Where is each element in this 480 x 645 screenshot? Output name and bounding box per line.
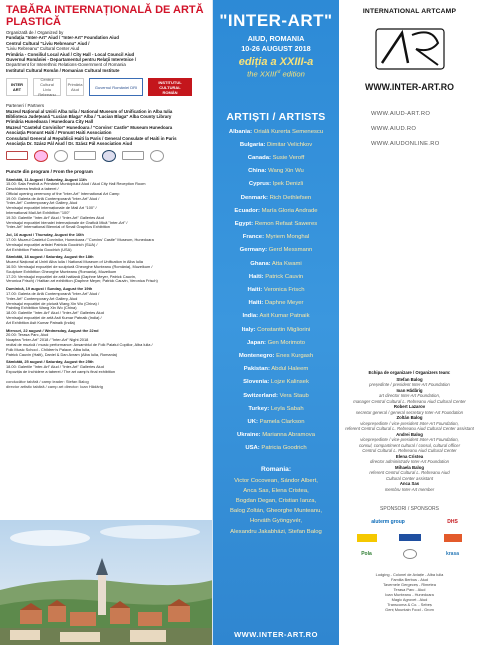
partner-line: Consulatul General al Republicii Haiti la Paris / General Consulate of Haiti in Paris xyxy=(6,135,177,141)
city-hall-logo: Primăria Aiud xyxy=(66,78,84,96)
artist-row xyxy=(213,152,339,165)
partner-logo xyxy=(54,150,68,162)
artist-row xyxy=(213,192,339,205)
camp-title-en: INTERNATIONAL ARTCAMP xyxy=(362,8,457,15)
artist-row xyxy=(213,165,339,178)
artist-name: Veronica Frisch xyxy=(263,286,305,293)
partner-logo xyxy=(6,151,28,160)
program-line: 17.00: Galeria de Artă Contemporană "Inter-Art" Aiud / xyxy=(6,291,100,297)
artist-country: Egypt: xyxy=(234,220,254,227)
government-dri-logo: Guvernul României DRI xyxy=(89,78,143,96)
event-location: AIUD, ROMANIA xyxy=(247,34,305,43)
artist-name: Asit Kumar Patnaik xyxy=(259,313,310,320)
artist-country: Ukraine: xyxy=(237,432,261,439)
artist-country: Japan: xyxy=(247,339,267,346)
artist-name: Vera Staub xyxy=(279,392,309,399)
program-line: 20.00: Terasa Parc, Aiud xyxy=(6,332,49,338)
program-day: Sâmbătă, 25 august / Saturday, August the 25th xyxy=(6,359,94,365)
artist-country: Germany: xyxy=(239,247,268,254)
sponsor-pola-logo: Pola xyxy=(361,551,372,557)
program-line: recital de muzică / music performance: Ansamblul de Folk Palatul Copiilor, Alba Iulia / xyxy=(6,342,153,347)
romania-line: Bogdan Degan, Cristian Ianza, xyxy=(235,498,317,505)
program-line: "Inter-Art" International Biennial of Small Graphics Exhibition xyxy=(6,224,110,230)
url-list xyxy=(339,107,480,152)
program-day: Sâmbătă, 11 August / Saturday, August 11th xyxy=(6,176,87,182)
artist-country: USA: xyxy=(245,445,260,452)
romania-line: Alexandru Jakabházi, Stefan Balog xyxy=(230,528,322,535)
artist-country: Haiti: xyxy=(248,300,264,307)
program-line: Official opening ceremony of the "Inter-Art" International Art Camp xyxy=(6,190,120,196)
program-line: Patrick Cauvin (Haiti), Daniel & Dan Avram (Alba Iulia, Romania) xyxy=(6,351,118,357)
artist-name: Enes Kurgash xyxy=(276,352,314,359)
organizer-line: Guvernul României - Departamentul pentru Relații Interetnice / xyxy=(6,57,137,63)
artist-name: Dimitar Velichkov xyxy=(266,141,313,148)
cultural-center-logo: Centrul Cultural Liviu Rebreanu xyxy=(33,78,61,96)
artist-country: China: xyxy=(248,168,267,175)
team-member-role: director administrativ Inter-Art Foundation xyxy=(370,459,449,464)
artist-name: Remon Refaat Saweres xyxy=(254,220,318,227)
artist-name: Patricia Goodrich xyxy=(261,445,307,452)
lodging-line: Transcoma & Co. - Sebeș xyxy=(387,602,432,607)
team-member-name: Mihaela Balog xyxy=(395,464,424,470)
program-day: Duminică, 19 august / Sunday, August the 19th xyxy=(6,286,93,292)
artist-country: UK: xyxy=(247,419,258,425)
team-member-name: Anca Sas xyxy=(399,481,420,486)
organizers-list xyxy=(0,35,213,73)
artist-name: Patrick Cauvin xyxy=(265,273,304,280)
edition-en-post: edition xyxy=(280,69,305,79)
lodging-line: Terasa Parc - Aiud xyxy=(393,587,426,592)
artist-name: María Gloria Andrade xyxy=(261,207,318,214)
program-line: 19.00: Galeria de Artă Contemporană "Inter-Art" Aiud / xyxy=(6,195,100,201)
artist-row xyxy=(213,244,339,257)
program-day: Joi, 16 august / Thursday, August the 16th xyxy=(6,232,84,238)
team-member-name: Andrei Balog xyxy=(396,431,423,437)
program-head: Puncte din program / From the program xyxy=(6,168,93,174)
organizer-line: Centrul Cultural "Liviu Rebreanu" Aiud / xyxy=(6,40,90,46)
sponsor-logo xyxy=(390,532,429,544)
team-member-role: președinte / president Inter-Art Foundation xyxy=(369,382,450,387)
sponsor-logo xyxy=(433,532,472,544)
artist-row xyxy=(213,205,339,218)
artist-row xyxy=(213,324,339,337)
program-line: Vernisajul expoziției de pictură Wang Xin Wo (China) / xyxy=(6,300,99,306)
artist-name: Orială Kurerta Semenescu xyxy=(253,128,324,135)
artist-country: Haiti: xyxy=(247,286,263,293)
sponsors-head: SPONSORI / SPONSORS xyxy=(380,506,439,512)
artist-country: Turkey: xyxy=(248,405,270,412)
program-line: International Mail Art Exhibition "100" xyxy=(6,210,70,216)
program-line: Art Exhibition Patricia Goodrich (USA) xyxy=(6,246,72,252)
program-line: 19.30: Galeriile "Inter-Art" Aiud / "Inter-Art" Galleries Aiud xyxy=(6,214,104,220)
team-list xyxy=(345,377,474,493)
artist-row xyxy=(213,337,339,350)
program-line: 16.50: Vernisajul expoziției de sculptură Gheorghe Munteanu (România), Muzeikum / xyxy=(6,264,153,270)
program-line: Vernisajul expoziției internaționale de Mail Art "100" / xyxy=(6,205,97,211)
edition-en xyxy=(213,69,339,79)
team-member-name: Elena Cristea xyxy=(395,453,424,459)
organizer-line: Primăria - Consiliul Local Aiud / City Hall - Local Council Aiud xyxy=(6,51,135,57)
team-member-role: Centrul Cultural L. Rebreanu Aiud Cultural Center xyxy=(362,448,457,453)
team-member-role: membru Inter-Art member xyxy=(384,486,435,492)
program-list xyxy=(0,178,213,375)
artist-name: Rich Dethlefsen xyxy=(269,194,312,201)
artist-name: Ipek Denizli xyxy=(272,181,304,188)
romania-line: Victor Cocovean, Sándor Albert, xyxy=(234,477,318,484)
camp-title-ro: TABĂRA INTERNAȚIONALĂ DE ARTĂ PLASTICĂ xyxy=(6,4,204,28)
partner-line: Asociația Pronunt Haiti / Pronunt Haiti Association xyxy=(6,130,112,136)
romania-line: Horváth Gyöngyvér, xyxy=(249,518,303,525)
footer-url[interactable]: WWW.INTER-ART.RO xyxy=(234,630,318,639)
edition-en-pre: the XXIII xyxy=(247,69,277,79)
sponsor-logo xyxy=(347,532,386,544)
program-line: Art Exhibition Asit Kumar Patnaik (India) xyxy=(6,319,75,325)
artist-country: Albania: xyxy=(228,128,253,135)
team-member-name: Robert Lazarov xyxy=(393,404,426,409)
artist-row xyxy=(213,416,339,429)
artist-row xyxy=(213,376,339,389)
icr-logo: INSTITUTUL CULTURAL ROMÂN xyxy=(148,78,192,96)
lodging-line: Familia Berbus - Aiud xyxy=(391,577,428,582)
partner-logos xyxy=(0,147,213,165)
program-line: 17.20: Vernisajul expoziției de artă haitiană (Daphne Meyer, Patrick Cauvin, xyxy=(6,273,136,279)
organizers-head: Organizată de / Organized by xyxy=(6,30,64,35)
program-line: 18.00: Galeriile "Inter-Art" Aiud / "Inter-Art" Galleries Aiud xyxy=(6,310,104,316)
aiud-city-photo xyxy=(0,520,213,645)
team-member-role: referent Centrul Cultural L. Rebreanu Aiud Cultural Center assistant xyxy=(345,426,474,431)
program-day: Sâmbătă, 18 august / Saturday, August the 18th xyxy=(6,254,94,260)
team-member-name: Stefan Balog xyxy=(396,376,423,382)
artist-row xyxy=(213,403,339,416)
program-line: Muzeul Național al Unirii Alba Iulia / National Museum of Unification in Alba Iulia xyxy=(6,259,143,265)
artist-country: Canada: xyxy=(247,154,271,161)
artist-name: Susie Veroff xyxy=(272,154,305,161)
left-column xyxy=(0,0,213,645)
organizer-line: Fundația "Inter-Art" Aiud / "Inter-Art" Foundation Aiud xyxy=(6,35,119,41)
artist-name: Wang Xin Wu xyxy=(268,168,304,175)
main-url-link[interactable]: WWW.INTER-ART.RO xyxy=(365,82,454,92)
team-member-role: referent Centrul Cultural L. Rebreanu Aiud xyxy=(369,470,450,475)
partner-line: Primăria Hunedoara / Hunedoara City Hall xyxy=(6,119,94,125)
url-link[interactable]: WWW.AIUD.RO xyxy=(371,126,417,132)
program-line: 17.00: Muzeul Castelul Corvinilor, Hunedoara / "Corvins' Castle" Museum, Hunedoara xyxy=(6,237,154,243)
program-line: Noaptea "Inter-Art" 2018 / "Inter-Art" Night 2018 xyxy=(6,337,89,343)
artist-country: Cyprus: xyxy=(248,181,272,188)
artists-head: ARTIȘTI / ARTISTS xyxy=(226,110,326,123)
artist-row xyxy=(213,390,339,403)
artist-country: Denmark: xyxy=(240,194,268,201)
artist-name: Gen Morimoto xyxy=(267,339,305,346)
team-member-role: vicepreședinte / vice-president Inter-Art Foundation, xyxy=(360,420,459,426)
sponsor-logos xyxy=(339,512,480,564)
lodging-line: Tavernele Gergeceș - Rimetea xyxy=(383,582,436,587)
sponsor-krasa-logo: krasa xyxy=(445,551,460,557)
team-member-name: Ioan Hădârig xyxy=(396,387,423,393)
artist-row xyxy=(213,178,339,191)
artist-row xyxy=(213,429,339,442)
partner-logo xyxy=(150,150,164,162)
url-link[interactable]: WWW.AIUD-ART.RO xyxy=(371,111,431,117)
romania-line: Balog Zoltán, Gheorghe Munteanu, xyxy=(229,508,323,515)
program-line: Vernisajul expoziției artistei Patricia Goodrich (SUA) / xyxy=(6,241,98,247)
artist-country: Pakistan: xyxy=(243,366,270,373)
lodging-line: Magic Agrovet - Aiud xyxy=(391,597,428,602)
team-member-role: Cultural Center assistant xyxy=(385,475,434,481)
edition-en-sup: rd xyxy=(276,69,281,74)
sponsor-logo xyxy=(390,548,429,560)
artist-name: Daphne Meyer xyxy=(264,300,304,307)
program-line: 15.00: Sala Festivă a Primăriei Municipiului Aiud / Aiud City Hall Reception Room xyxy=(6,181,146,187)
partner-line: Muzeul "Castelul Corvinilor" Hunedoara / "Corvins' Castle" Museum Hunedoara xyxy=(6,124,173,130)
program-line: Folk Music School - Children's Palace, Alba Iulia, xyxy=(6,346,91,352)
artist-country: France: xyxy=(242,234,265,241)
artist-country: Italy: xyxy=(241,326,256,333)
artist-row xyxy=(213,139,339,152)
artist-name: Marianna Abramova xyxy=(262,432,315,439)
team-member-role: manager Central Cultural L. Rebreanu Aiud Cultural Center xyxy=(353,398,466,404)
organizer-line: "Liviu Rebreanu" Cultural Center Aiud xyxy=(6,46,80,52)
artist-country: Ecuador: xyxy=(234,207,260,214)
artist-row xyxy=(213,218,339,231)
romania-artists xyxy=(213,476,339,537)
inter-art-logo: INTER ART xyxy=(6,78,28,96)
program-day: Miercuri, 22 august / Wednesday, August the 22nd xyxy=(6,327,99,333)
artist-row xyxy=(213,297,339,310)
team-member-role: vicepreședinte / vice-president Inter-Art Foundation, xyxy=(360,437,459,442)
program-line: Vernisajul expoziției de artă Asit Kumar Patnaik (India) / xyxy=(6,315,102,321)
program-line: Expoziția de închidere a taberei / The art camp's final exhibition xyxy=(6,368,116,374)
event-dates: 10-26 AUGUST 2018 xyxy=(241,44,311,53)
artist-country: Montenegro: xyxy=(238,352,275,359)
sponsor-aluterm-logo: aluterm group xyxy=(371,519,405,525)
team-member-name: Zoltán Balog xyxy=(396,415,423,420)
organizer-line: Department for Interethnic Relations-Government of Romania xyxy=(6,62,126,68)
inter-art-logo xyxy=(372,23,448,75)
romania-line: Anca Sas, Elena Cristea, xyxy=(243,487,309,494)
partner-logo xyxy=(74,151,96,160)
program-line: 18.00: Galeriile "Inter-Art" Aiud / "Inter-Art" Galleries Aiud xyxy=(6,364,104,370)
event-title: "INTER-ART" xyxy=(219,11,333,30)
team-member-role: consul, compartiment cultural / consul, cultural officer xyxy=(358,442,461,448)
artist-row xyxy=(213,271,339,284)
partners-head: Parteneri / Partners xyxy=(6,103,45,109)
artist-name: Myriem Monghal xyxy=(265,234,310,241)
program-line: Painting Exhibition Wang Xin Wo (China) xyxy=(6,305,77,311)
artist-country: India: xyxy=(242,313,259,320)
team-head: Echipa de organizare / Organizers team: xyxy=(368,370,451,375)
art-director-line: director artistic tabără / camp art director: Ioan Hădârig xyxy=(6,383,103,389)
artist-row xyxy=(213,442,339,455)
artist-name: Abdul Haleem xyxy=(271,366,309,373)
lodging-list xyxy=(339,572,480,612)
program-line: Sculpture Exhibition Gheorghe Munteanu (Romania), Muzeikum xyxy=(6,268,117,274)
romania-head: Romania: xyxy=(260,465,292,473)
artist-country: Bulgaria: xyxy=(239,141,266,148)
artist-row xyxy=(213,350,339,363)
partner-logo xyxy=(102,150,116,162)
artist-country: Haiti: xyxy=(248,273,264,280)
artist-name: Atta Kwami xyxy=(271,260,302,267)
artist-country: Switzerland: xyxy=(243,392,278,399)
url-link[interactable]: WWW.AIUDONLINE.RO xyxy=(371,141,440,147)
partner-logo xyxy=(34,150,48,162)
right-column xyxy=(339,0,480,645)
artist-name: Gerd Messmann xyxy=(268,247,313,254)
lodging-line: Lodging - Colonel de Aviație - Alba Iulia xyxy=(375,572,444,577)
artist-row xyxy=(213,258,339,271)
artist-row xyxy=(213,126,339,139)
program-line: Vernisajul expoziției bienalei internaționale de Grafică Mică "Inter-Art" / xyxy=(6,219,128,225)
artist-country: Slovenia: xyxy=(243,379,270,386)
organizer-line: Institutul Cultural Român / Romanian Cultural Institute xyxy=(6,67,120,73)
artist-row xyxy=(213,284,339,297)
partner-logo xyxy=(122,151,144,160)
partner-line: Biblioteca Județeană "Lucian Blaga" Alba / "Lucian Blaga" Alba County Library xyxy=(6,114,172,120)
artist-row xyxy=(213,231,339,244)
partner-line: Asociația Dr. Szász Pál Aiud / Dr. Szász Pál Association Aiud xyxy=(6,141,133,147)
sponsor-dhs-logo: DHS xyxy=(447,519,458,525)
program-line: Deschiderea festivă a taberei / xyxy=(6,186,59,192)
partner-line: Muzeul Național al Unirii Alba Iulia / National Museum of Unification in Alba Iulia xyxy=(6,108,173,114)
middle-column xyxy=(213,0,339,645)
camp-directors xyxy=(0,375,213,393)
organizer-logos xyxy=(0,73,213,101)
artist-country: Ghana: xyxy=(250,260,271,267)
program-line: Veronica Frisch) / Haitian art exhibition (Daphne Meyer, Patrick Cauvin, Veronica Frisch) xyxy=(6,278,158,284)
team-member-role: art director Inter-Art Foundation, xyxy=(378,393,441,398)
artist-name: Constantin Migliorini xyxy=(257,326,311,333)
program-line: "Inter-Art" Contemporary Art Gallery, Aiud xyxy=(6,295,78,301)
camp-leader-line: conducător tabără / camp leader: Stefan Balog xyxy=(6,378,89,384)
lodging-line: Genț Mountain Food - Grom xyxy=(385,607,434,612)
team-member-role: secretar general / general secretary Inter-Art Foundation xyxy=(355,409,464,415)
artist-name: Pamela Clarkson xyxy=(259,419,305,425)
partners-list xyxy=(0,109,213,147)
program-line: "Inter-Art" Contemporary Art Gallery, Aiud xyxy=(6,200,78,206)
artist-name: Lojze Kalinsek xyxy=(270,379,309,386)
artist-row xyxy=(213,363,339,376)
artists-list xyxy=(213,126,339,456)
artist-row xyxy=(213,310,339,323)
edition-ro: ediția a XXIII-a xyxy=(238,56,314,68)
lodging-line: Ioan Munteanu - Hunedoara xyxy=(385,592,434,597)
artist-name: Leyla Sabah xyxy=(270,405,304,412)
organizers-team xyxy=(339,370,480,492)
